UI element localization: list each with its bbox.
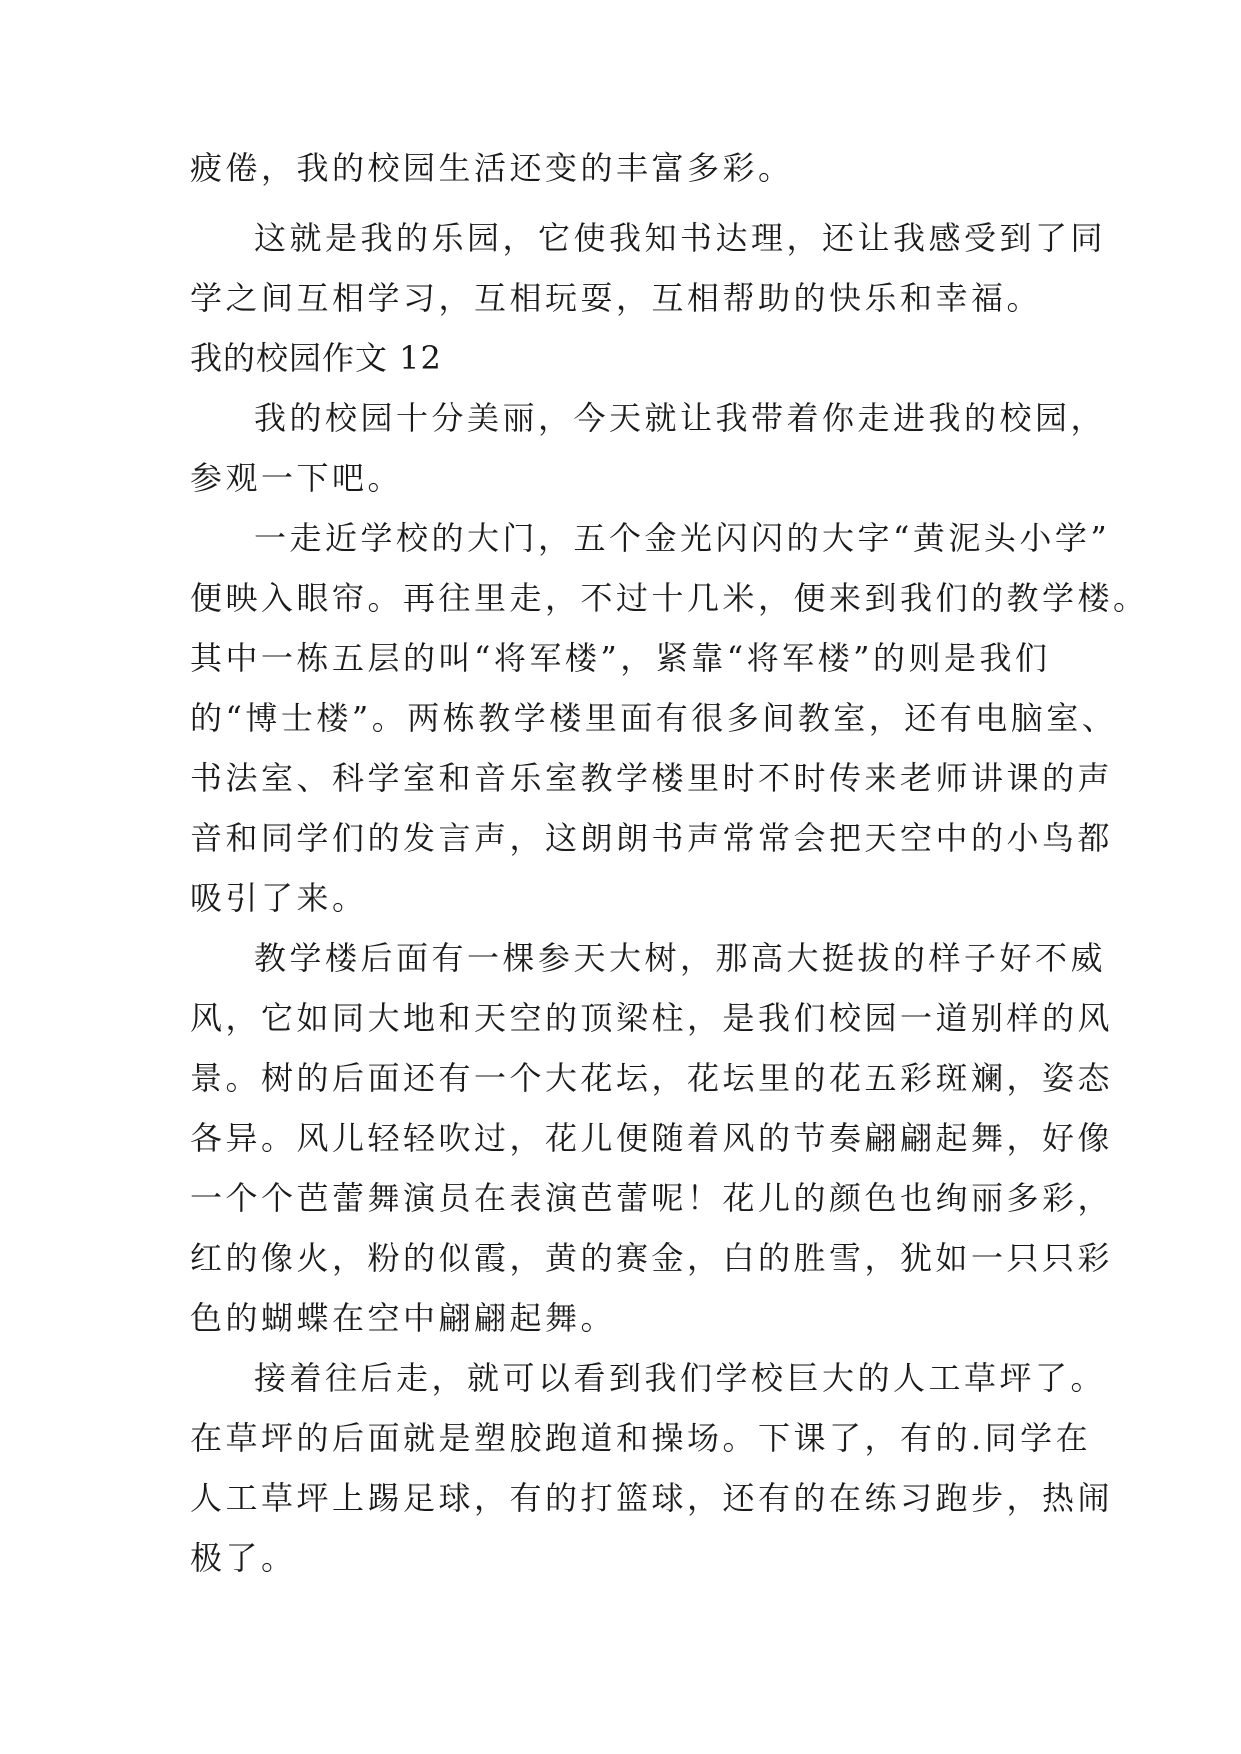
text-line: 色的蝴蝶在空中翩翩起舞。: [190, 1299, 617, 1337]
text-line: 其中一栋五层的叫“将军楼”，紧靠“将军楼”的则是我们: [190, 639, 1051, 677]
text-line: 红的像火，粉的似霞，黄的赛金，白的胜雪，犹如一只只彩: [190, 1239, 1114, 1277]
section-heading: 我的校园作文 12: [190, 339, 442, 377]
text-line: 一个个芭蕾舞演员在表演芭蕾呢！花儿的颜色也绚丽多彩，: [190, 1179, 1114, 1217]
text-line: 在草坪的后面就是塑胶跑道和操场。下课了，有的.同学在: [190, 1419, 1092, 1457]
text-line: 音和同学们的发言声，这朗朗书声常常会把天空中的小鸟都: [190, 819, 1114, 857]
text-line: 便映入眼帘。再往里走，不过十几米，便来到我们的教学楼。: [190, 579, 1149, 617]
text-line: 极了。: [190, 1539, 297, 1577]
text-line: 疲倦，我的校园生活还变的丰富多彩。: [190, 149, 794, 187]
text-line: 人工草坪上踢足球，有的打篮球，还有的在练习跑步，热闹: [190, 1479, 1114, 1517]
text-line: 学之间互相学习，互相玩耍，互相帮助的快乐和幸福。: [190, 279, 1043, 317]
text-line: 接着往后走，就可以看到我们学校巨大的人工草坪了。: [254, 1359, 1107, 1397]
text-line: 各异。风儿轻轻吹过，花儿便随着风的节奏翩翩起舞，好像: [190, 1119, 1114, 1157]
text-line: 风，它如同大地和天空的顶梁柱，是我们校园一道别样的风: [190, 999, 1114, 1037]
text-line: 教学楼后面有一棵参天大树，那高大挺拔的样子好不威: [254, 939, 1107, 977]
text-line: 参观一下吧。: [190, 459, 404, 497]
text-line: 书法室、科学室和音乐室教学楼里时不时传来老师讲课的声: [190, 759, 1114, 797]
text-line: 吸引了来。: [190, 879, 368, 917]
text-line: 这就是我的乐园，它使我知书达理，还让我感受到了同: [254, 219, 1107, 257]
text-line: 的“博士楼”。两栋教学楼里面有很多间教室，还有电脑室、: [190, 699, 1118, 737]
text-line: 景。树的后面还有一个大花坛，花坛里的花五彩斑斓，姿态: [190, 1059, 1114, 1097]
text-line: 一走近学校的大门，五个金光闪闪的大字“黄泥头小学”: [254, 519, 1111, 557]
text-line: 我的校园十分美丽，今天就让我带着你走进我的校园，: [254, 399, 1107, 437]
